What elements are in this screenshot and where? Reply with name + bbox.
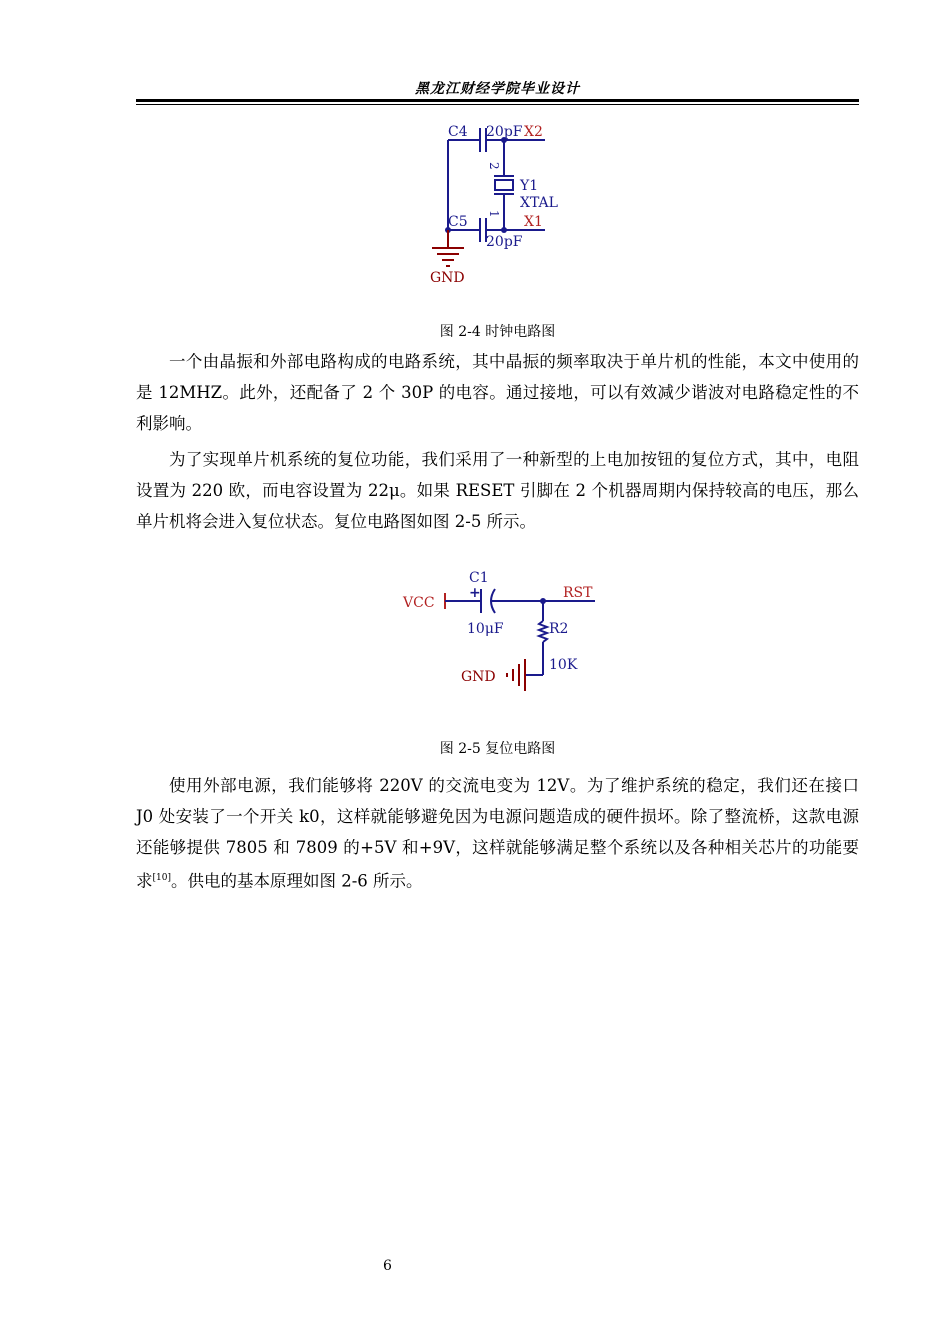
- figure-caption-clock: 图 2-4 时钟电路图: [439, 324, 556, 340]
- pin2-label: 2: [487, 162, 501, 170]
- vcc-label: VCC: [403, 595, 435, 611]
- paragraph-power: [136, 770, 859, 897]
- paragraph-power-main: 使用外部电源，我们能够将 220V 的交流电变为 12V。为了维护系统的稳定，我们还在接口 J0 处安装了一个开关 k0，这样就能够避免因为电源问题造成的硬件损坏。除了整流桥，这款电源还能够提供 7805 和 7809 的+5V 和+9V，这样就能够满足整个系统以及各种相关芯片的功能要求: [136, 776, 859, 891]
- c5-label: C5: [448, 214, 468, 230]
- c4-label: C4: [448, 124, 468, 140]
- xtal-label: XTAL: [520, 195, 558, 211]
- figure-caption-reset: 图 2-5 复位电路图: [439, 741, 556, 757]
- x2-label: X2: [524, 124, 543, 140]
- page-header: 黑龙江财经学院毕业设计: [415, 81, 580, 97]
- header-rule-thick: [136, 99, 859, 102]
- r2-zigzag: [539, 621, 547, 642]
- reset-circuit-diagram: [395, 565, 615, 695]
- rst-label: RST: [563, 585, 593, 601]
- r2-label: R2: [549, 621, 569, 637]
- c1-label: C1: [469, 570, 489, 586]
- paragraph-power-end: 。供电的基本原理如图 2-6 所示。: [170, 871, 423, 891]
- c1-plus: +: [469, 585, 481, 601]
- c1-value: 10μF: [467, 621, 504, 637]
- pin1-label: 1: [487, 210, 501, 218]
- header-rule-thin: [136, 104, 859, 105]
- y1-label: Y1: [520, 178, 539, 194]
- paragraph-crystal: 一个由晶振和外部电路构成的电路系统，其中晶振的频率取决于单片机的性能，本文中使用的是 12MHZ。此外，还配备了 2 个 30P 的电容。通过接地，可以有效减少谐波对电路稳定性的不利影响。: [136, 352, 859, 433]
- r2-value: 10K: [549, 657, 578, 673]
- page-number: 6: [383, 1258, 392, 1274]
- clock-circuit-diagram: [420, 118, 600, 293]
- c5-value: 20pF: [486, 234, 523, 250]
- gnd-label: GND: [430, 270, 465, 286]
- gnd-label: GND: [461, 669, 496, 685]
- citation-reference[interactable]: [10]: [152, 873, 171, 883]
- paragraph-reset: 为了实现单片机系统的复位功能，我们采用了一种新型的上电加按钮的复位方式，其中，电阻设置为 220 欧，而电容设置为 22μ。如果 RESET 引脚在 2 个机器周期内保持较高的电压，那么单片机将会进入复位状态。复位电路图如图 2-5 所示。: [136, 450, 859, 531]
- crystal-body: [495, 180, 513, 190]
- c4-value: 20pF: [486, 124, 523, 140]
- x1-label: X1: [524, 214, 543, 230]
